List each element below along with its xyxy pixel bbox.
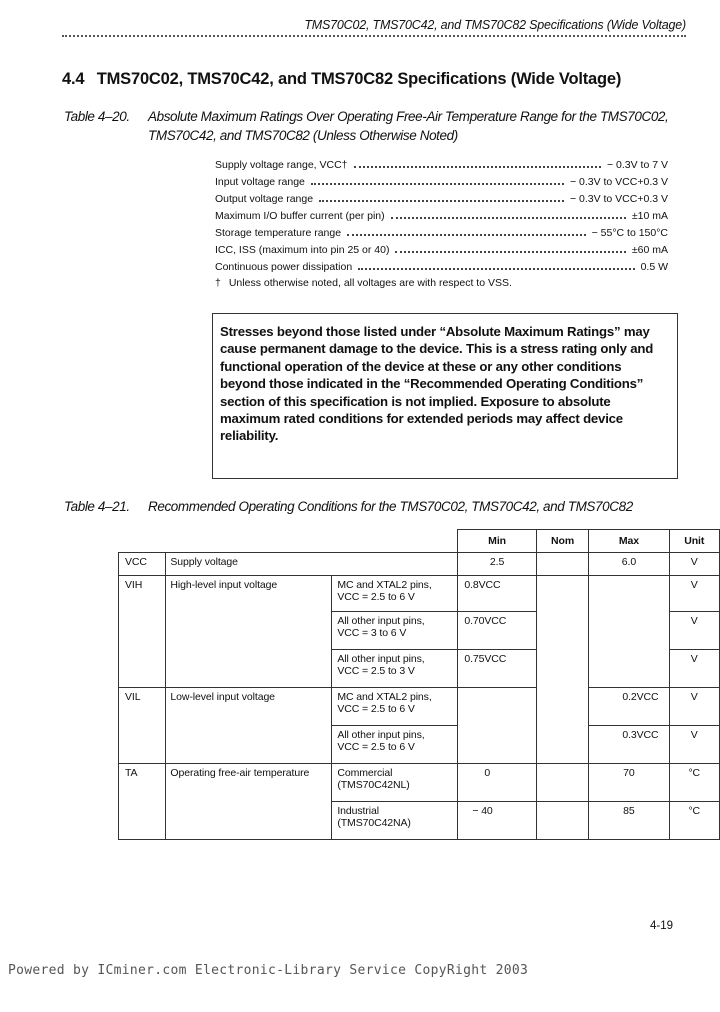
- condition-cell: [332, 688, 458, 726]
- rating-row: [215, 171, 668, 188]
- dot-leader: [391, 217, 626, 219]
- condition-cell: [332, 576, 458, 612]
- unit-cell: °C: [669, 764, 720, 802]
- stress-warning-text: Stresses beyond those listed under “Absolute Maximum Ratings” may cause permanent damage to the device. This is a stress rating only and functional operation of the device at these or any other conditions beyond those indicated in the “Recommended Operating Conditions” section of this specification is not implied. Exposure to absolute maximum rated conditions for extended periods may affect device reliability.: [220, 324, 654, 444]
- running-header: TMS70C02, TMS70C42, and TMS70C82 Specifications (Wide Voltage): [304, 18, 686, 32]
- min-cell: − 40: [458, 802, 536, 840]
- max-cell: [589, 612, 669, 650]
- rating-value: ±10 mA: [631, 210, 668, 222]
- min-cell: [458, 726, 536, 764]
- rating-row: [215, 256, 668, 273]
- symbol-cell: TA: [119, 764, 166, 840]
- rating-label: Supply voltage range, VCC†: [215, 159, 348, 171]
- nom-cell: [536, 650, 589, 688]
- unit-cell: V: [669, 688, 720, 726]
- rating-row: [215, 222, 668, 239]
- min-cell: 0.8VCC: [458, 576, 536, 612]
- max-cell: [589, 576, 669, 612]
- ratings-footnote: [215, 277, 512, 289]
- dot-leader: [395, 251, 625, 253]
- nom-cell: [536, 688, 589, 726]
- rating-label: Continuous power dissipation: [215, 261, 353, 273]
- condition-line1: Commercial: [337, 767, 393, 779]
- rating-row: [215, 154, 668, 171]
- table-row-ta: [119, 764, 720, 802]
- rating-value: − 0.3V to VCC+0.3 V: [569, 176, 668, 188]
- condition-line2: VCC = 2.5 to 3 V: [337, 665, 415, 677]
- rating-row: [215, 188, 668, 205]
- footnote-text: Unless otherwise noted, all voltages are with respect to VSS.: [228, 277, 512, 289]
- condition-cell: [332, 612, 458, 650]
- table-4-20-id: Table 4–20.: [64, 109, 130, 124]
- page-number: 4-19: [650, 920, 674, 932]
- col-header-nom: Nom: [536, 530, 589, 553]
- rating-value: − 0.3V to VCC+0.3 V: [569, 193, 668, 205]
- stress-warning-box: [212, 313, 678, 479]
- dot-leader: [358, 268, 634, 270]
- rating-label: Input voltage range: [215, 176, 305, 188]
- symbol-cell: VIL: [119, 688, 166, 764]
- table-row-vil: [119, 688, 720, 726]
- rating-label: ICC, ISS (maximum into pin 25 or 40): [215, 244, 390, 256]
- parameter-cell: Low-level input voltage: [166, 688, 332, 764]
- unit-cell: V: [669, 726, 720, 764]
- rating-value: − 0.3V to 7 V: [606, 159, 668, 171]
- col-header-min: Min: [458, 530, 536, 553]
- condition-line2: VCC = 2.5 to 6 V: [337, 591, 415, 603]
- symbol-cell: VIH: [119, 576, 166, 688]
- nom-cell: [536, 726, 589, 764]
- min-cell: 0.75VCC: [458, 650, 536, 688]
- max-cell: 0.3VCC: [589, 726, 669, 764]
- min-cell: 0: [458, 764, 536, 802]
- rating-label: Storage temperature range: [215, 227, 342, 239]
- min-cell: [458, 688, 536, 726]
- condition-line2: VCC = 3 to 6 V: [337, 627, 407, 639]
- min-cell: 2.5: [458, 553, 536, 576]
- condition-line2: VCC = 2.5 to 6 V: [337, 703, 415, 715]
- condition-line2: (TMS70C42NA): [337, 817, 411, 829]
- rating-label: Maximum I/O buffer current (per pin): [215, 210, 385, 222]
- table-header-row: [119, 530, 720, 553]
- condition-cell: [332, 802, 458, 840]
- rating-row: [215, 239, 668, 256]
- condition-line1: All other input pins,: [337, 729, 425, 741]
- unit-cell: V: [669, 612, 720, 650]
- unit-cell: °C: [669, 802, 720, 840]
- dot-leader: [319, 200, 564, 202]
- max-cell: [589, 650, 669, 688]
- rating-value: ±60 mA: [631, 244, 668, 256]
- parameter-cell: Operating free-air temperature: [166, 764, 332, 840]
- min-cell: 0.70VCC: [458, 612, 536, 650]
- table-4-20-caption-line1: Absolute Maximum Ratings Over Operating Free-Air Temperature Range for the TMS70C02,: [148, 109, 669, 124]
- unit-cell: V: [669, 650, 720, 688]
- symbol-cell: VCC: [119, 553, 166, 576]
- condition-line1: All other input pins,: [337, 653, 425, 665]
- table-row-vcc: [119, 553, 720, 576]
- parameter-cell: High-level input voltage: [166, 576, 332, 688]
- absolute-ratings-list: [215, 154, 668, 273]
- col-header-max: Max: [589, 530, 669, 553]
- nom-cell: [536, 612, 589, 650]
- section-number: 4.4: [62, 70, 85, 88]
- recommended-operating-conditions-table: [118, 529, 720, 840]
- footnote-mark: †: [215, 277, 221, 289]
- table-4-21-caption: [64, 497, 684, 516]
- max-cell: 85: [589, 802, 669, 840]
- footer-credit: Powered by ICminer.com Electronic-Library Service CopyRight 2003: [8, 963, 529, 978]
- rating-label: Output voltage range: [215, 193, 314, 205]
- rating-value: 0.5 W: [640, 261, 668, 273]
- nom-cell: [536, 576, 589, 612]
- table-4-20-caption-line2: TMS70C42, and TMS70C82 (Unless Otherwise Noted): [148, 128, 458, 143]
- unit-cell: V: [669, 576, 720, 612]
- condition-line1: Industrial: [337, 805, 379, 817]
- nom-cell: [536, 764, 589, 802]
- nom-cell: [536, 553, 589, 576]
- parameter-cell: Supply voltage: [166, 553, 458, 576]
- max-cell: 6.0: [589, 553, 669, 576]
- condition-line2: VCC = 2.5 to 6 V: [337, 741, 415, 753]
- table-4-21-id: Table 4–21.: [64, 499, 130, 514]
- condition-line2: (TMS70C42NL): [337, 779, 410, 791]
- nom-cell: [536, 802, 589, 840]
- max-cell: 70: [589, 764, 669, 802]
- section-title-text: TMS70C02, TMS70C42, and TMS70C82 Specifications (Wide Voltage): [96, 70, 622, 88]
- condition-line1: MC and XTAL2 pins,: [337, 691, 432, 703]
- condition-cell: [332, 726, 458, 764]
- condition-cell: [332, 650, 458, 688]
- dot-leader: [347, 234, 586, 236]
- header-rule: [62, 35, 686, 37]
- rating-value: − 55°C to 150°C: [591, 227, 668, 239]
- table-4-20-caption: [64, 107, 684, 145]
- condition-cell: [332, 764, 458, 802]
- rating-row: [215, 205, 668, 222]
- condition-line1: MC and XTAL2 pins,: [337, 579, 432, 591]
- dot-leader: [311, 183, 564, 185]
- unit-cell: V: [669, 553, 720, 576]
- max-cell: 0.2VCC: [589, 688, 669, 726]
- condition-line1: All other input pins,: [337, 615, 425, 627]
- col-header-unit: Unit: [669, 530, 720, 553]
- table-row-vih: [119, 576, 720, 612]
- table-4-21-caption-text: Recommended Operating Conditions for the TMS70C02, TMS70C42, and TMS70C82: [148, 499, 633, 514]
- section-title: [62, 70, 621, 89]
- dot-leader: [354, 166, 601, 168]
